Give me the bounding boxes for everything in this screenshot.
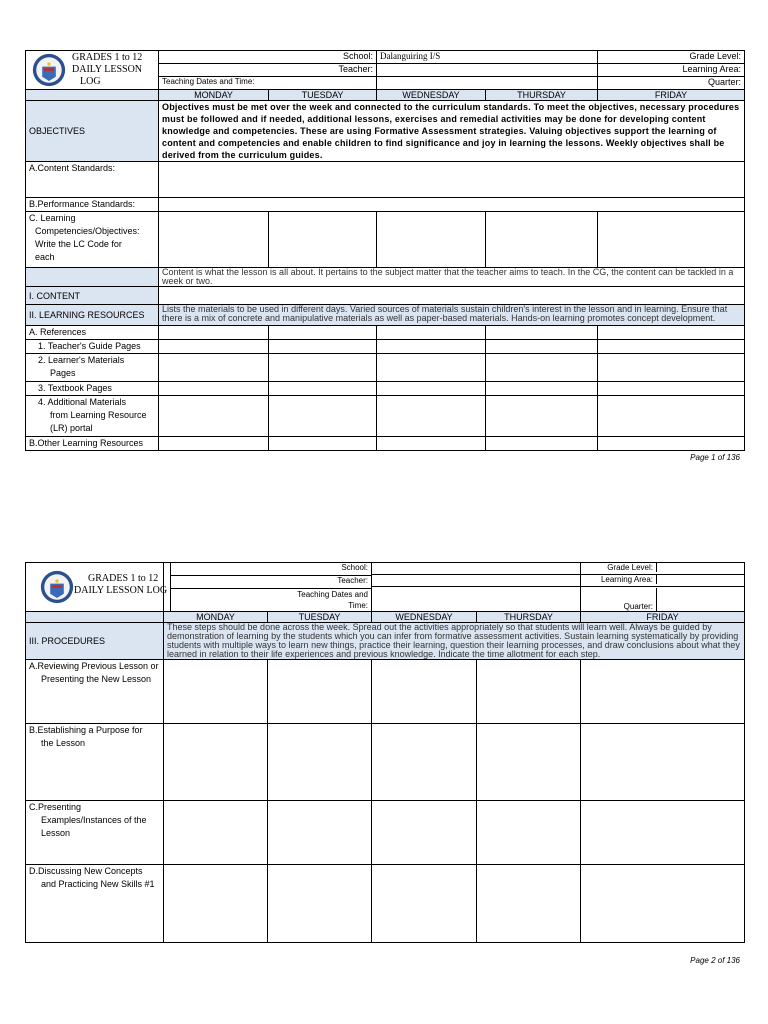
references-tuesday[interactable]: [269, 326, 377, 340]
step-a-monday[interactable]: [164, 660, 268, 724]
step-d-wednesday[interactable]: [372, 865, 477, 943]
step-b-friday[interactable]: [581, 724, 745, 801]
learning-area-label-2: Learning Area:: [581, 575, 657, 584]
step-a-wednesday[interactable]: [372, 660, 477, 724]
step-d-thursday[interactable]: [477, 865, 581, 943]
competencies-friday[interactable]: [598, 212, 745, 268]
day-monday: MONDAY: [159, 90, 269, 101]
procedures-note: These steps should be done across the week. Spread out the activities appropriately so that students will learn well. Always be guided by demonstration of learning by the students which you can infer from formative assessment activities. Sustain learning systematically by providing students with multiple ways to learn new things, practice their learning, question their learning processes, and draw conclusions about what they learned in relation to their life experiences and previous knowledge. Indicate the time allotment for each step.: [164, 623, 745, 660]
day-thursday: THURSDAY: [486, 90, 598, 101]
title-cell-2: [74, 563, 372, 612]
learning-area-cell-2: [581, 575, 745, 587]
textbook-wednesday[interactable]: [377, 382, 486, 396]
teacher-label-2: Teacher:: [171, 576, 371, 589]
day-thursday-2: THURSDAY: [477, 612, 581, 623]
page-number-2: Page 2 of 136: [690, 956, 740, 965]
procedures-label: III. PROCEDURES: [26, 623, 164, 660]
dll-page-1: [25, 50, 744, 451]
additional-friday[interactable]: [598, 396, 745, 437]
day-tuesday: TUESDAY: [269, 90, 377, 101]
learning-area-field-2[interactable]: [657, 575, 744, 584]
day-friday-2: FRIDAY: [581, 612, 745, 623]
other-wednesday[interactable]: [377, 437, 486, 451]
additional-materials-label: 4. Additional Materials from Learning Resource (LR) portal: [26, 396, 159, 437]
other-resources-label: B.Other Learning Resources: [26, 437, 159, 451]
competencies-wednesday[interactable]: [377, 212, 486, 268]
learning-area-label: Learning Area:: [598, 64, 745, 77]
deped-seal-icon: [32, 53, 66, 87]
content-standards-label: A.Content Standards:: [26, 162, 159, 198]
quarter-label-2: Quarter:: [581, 588, 657, 611]
header-labels-2: [170, 563, 371, 611]
other-thursday[interactable]: [486, 437, 598, 451]
step-a-thursday[interactable]: [477, 660, 581, 724]
competencies-tuesday[interactable]: [269, 212, 377, 268]
performance-standards-field[interactable]: [159, 198, 745, 212]
quarter-label: Quarter:: [598, 77, 745, 90]
textbook-friday[interactable]: [598, 382, 745, 396]
tg-wednesday[interactable]: [377, 340, 486, 354]
performance-standards-label: B.Performance Standards:: [26, 198, 159, 212]
quarter-cell-2: [581, 587, 745, 612]
grade-level-label: Grade Level:: [598, 51, 745, 64]
other-monday[interactable]: [159, 437, 269, 451]
step-c-wednesday[interactable]: [372, 801, 477, 865]
step-d-label: D.Discussing New Concepts and Practicing New Skills #1: [26, 865, 164, 943]
school-field-2[interactable]: [372, 563, 581, 575]
school-label: School:: [159, 51, 377, 64]
teachers-guide-label: 1. Teacher's Guide Pages: [26, 340, 159, 354]
dll-page-2: [25, 562, 744, 943]
school-label-2: School:: [171, 563, 371, 576]
step-c-label: C.Presenting Examples/Instances of the Lesson: [26, 801, 164, 865]
learners-materials-label: 2. Learner's Materials Pages: [26, 354, 159, 382]
references-label: A. References: [26, 326, 159, 340]
competencies-thursday[interactable]: [486, 212, 598, 268]
step-a-tuesday[interactable]: [268, 660, 372, 724]
grade-level-label-2: Grade Level:: [581, 563, 657, 572]
dll-title-2: GRADES 1 to 12 DAILY LESSON LOG: [74, 573, 168, 596]
tg-monday[interactable]: [159, 340, 269, 354]
dll-table-page-2: [25, 562, 745, 943]
step-b-label: B.Establishing a Purpose for the Lesson: [26, 724, 164, 801]
lm-tuesday[interactable]: [269, 354, 377, 382]
lm-friday[interactable]: [598, 354, 745, 382]
references-thursday[interactable]: [486, 326, 598, 340]
procedures-label-top: [26, 612, 164, 623]
competencies-label: C. Learning Competencies/Objectives: Write the LC Code for each: [26, 212, 159, 268]
page-number-1: Page 1 of 136: [690, 453, 740, 462]
dll-title: GRADES 1 to 12 DAILY LESSON LOG: [72, 52, 143, 87]
competencies-monday[interactable]: [159, 212, 269, 268]
day-wednesday: WEDNESDAY: [377, 90, 486, 101]
textbook-thursday[interactable]: [486, 382, 598, 396]
learning-resources-note: Lists the materials to be used in different days. Varied sources of materials sustain children's interest in the lesson and in learning. Ensure that there is a mix of concrete and manipulative materials as well as paper-based materials. Hands-on learning promotes concept development.: [159, 305, 745, 326]
content-field[interactable]: [159, 287, 745, 305]
header-logo-cell: [26, 51, 159, 90]
step-b-thursday[interactable]: [477, 724, 581, 801]
content-note: Content is what the lesson is all about. It pertains to the subject matter that the teacher aims to teach. In the CG, the content can be tackled in a week or two.: [159, 268, 745, 287]
content-label: I. CONTENT: [26, 287, 159, 305]
grade-level-field-2[interactable]: [657, 563, 744, 572]
teacher-label: Teacher:: [159, 64, 377, 77]
day-friday: FRIDAY: [598, 90, 745, 101]
step-c-thursday[interactable]: [477, 801, 581, 865]
step-b-tuesday[interactable]: [268, 724, 372, 801]
tg-tuesday[interactable]: [269, 340, 377, 354]
deped-seal-icon: [40, 570, 74, 604]
step-c-monday[interactable]: [164, 801, 268, 865]
lm-wednesday[interactable]: [377, 354, 486, 382]
textbook-tuesday[interactable]: [269, 382, 377, 396]
objectives-label-top: [26, 90, 159, 101]
step-b-monday[interactable]: [164, 724, 268, 801]
content-label-top: [26, 268, 159, 287]
teaching-dates-label: Teaching Dates and Time:: [159, 77, 377, 90]
textbook-monday[interactable]: [159, 382, 269, 396]
lm-thursday[interactable]: [486, 354, 598, 382]
day-wednesday-2: WEDNESDAY: [372, 612, 477, 623]
other-friday[interactable]: [598, 437, 745, 451]
other-tuesday[interactable]: [269, 437, 377, 451]
references-friday[interactable]: [598, 326, 745, 340]
step-a-label: A.Reviewing Previous Lesson or Presenting the New Lesson: [26, 660, 164, 724]
content-standards-field[interactable]: [159, 162, 745, 198]
tg-friday[interactable]: [598, 340, 745, 354]
step-d-friday[interactable]: [581, 865, 745, 943]
additional-thursday[interactable]: [486, 396, 598, 437]
step-d-monday[interactable]: [164, 865, 268, 943]
step-c-tuesday[interactable]: [268, 801, 372, 865]
teacher-field[interactable]: [377, 64, 598, 77]
textbook-pages-label: 3. Textbook Pages: [26, 382, 159, 396]
references-monday[interactable]: [159, 326, 269, 340]
lm-monday[interactable]: [159, 354, 269, 382]
teaching-dates-field-2[interactable]: [372, 587, 581, 612]
teaching-dates-label-2: Teaching Dates and Time:: [297, 590, 368, 610]
dll-table-page-1: [25, 50, 745, 451]
school-field[interactable]: Dalanguiring I/S: [377, 51, 598, 64]
step-c-friday[interactable]: [581, 801, 745, 865]
learning-resources-label: II. LEARNING RESOURCES: [26, 305, 159, 326]
tg-thursday[interactable]: [486, 340, 598, 354]
day-monday-2: MONDAY: [164, 612, 268, 623]
additional-monday[interactable]: [159, 396, 269, 437]
references-wednesday[interactable]: [377, 326, 486, 340]
additional-wednesday[interactable]: [377, 396, 486, 437]
objectives-label: OBJECTIVES: [26, 101, 159, 162]
day-tuesday-2: TUESDAY: [268, 612, 372, 623]
additional-tuesday[interactable]: [269, 396, 377, 437]
grade-level-cell-2: [581, 563, 745, 575]
teaching-dates-field[interactable]: [377, 77, 598, 90]
step-d-tuesday[interactable]: [268, 865, 372, 943]
teacher-field-2[interactable]: [372, 575, 581, 587]
step-a-friday[interactable]: [581, 660, 745, 724]
step-b-wednesday[interactable]: [372, 724, 477, 801]
objectives-note: Objectives must be met over the week and connected to the curriculum standards. To meet the objectives, necessary procedures must be followed and if needed, additional lessons, exercises and remedial activities may be done for developing content knowledge and competencies. These are using Formative Assessment strategies. Valuing objectives support the learning of content and competencies and enable children to find significance and joy in learning the lessons. Weekly objectives shall be derived from the curriculum guides.: [159, 101, 745, 162]
